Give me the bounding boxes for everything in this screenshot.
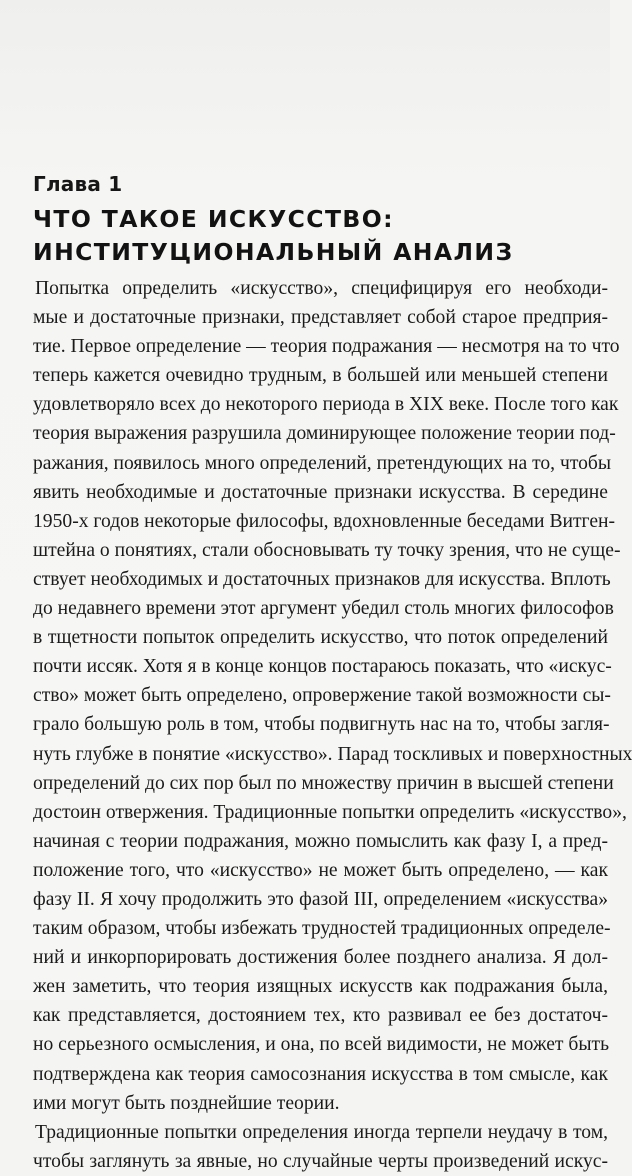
paragraph-1-line: положение того, что «искусство» не может быть определено, — как: [33, 859, 608, 881]
paragraph-1-line: штейна о понятиях, стали обосновывать ту точку зрения, что не суще-: [33, 539, 621, 561]
paragraph-1-line: мые и достаточные признаки, представляет собой старое предприя-: [33, 307, 608, 329]
paragraph-1-line: Попытка определить «искусство», специфицируя его необходи-: [35, 278, 608, 299]
paragraph-1-line: нуть глубже в понятие «искусство». Парад тоскливых и поверхностных: [33, 743, 632, 765]
paragraph-1-line: до недавнего времени этот аргумент убедил столь многих философов: [33, 598, 614, 620]
paragraph-1-line: грало большую роль в том, чтобы подвигнуть нас на то, чтобы загля-: [33, 714, 610, 736]
paragraph-1-line: теория выражения разрушила доминирующее положение теории под-: [33, 423, 616, 445]
paragraph-1-line: теперь кажется очевидно трудным, в большей или меньшей степени: [33, 365, 608, 387]
paragraph-1-line: начиная с теории подражания, можно помыслить как фазу I, а пред-: [33, 830, 608, 852]
paragraph-1-line: почти иссяк. Хотя я в конце концов постараюсь показать, что «искус-: [33, 656, 612, 678]
paragraph-2-line: Традиционные попытки определения иногда терпели неудачу в том,: [35, 1121, 608, 1143]
paragraph-1-line: жен заметить, что теория изящных искусств как подражания была,: [33, 976, 608, 998]
paragraph-1-line: достоин отвержения. Традиционные попытки определить «искусство»,: [33, 801, 627, 823]
paragraph-1-line: но серьезного осмысления, и она, по всей видимости, не может быть: [33, 1034, 610, 1056]
paragraph-1-line: подтверждена как теория самосознания искусства в том смысле, как: [33, 1063, 608, 1085]
paragraph-1-line: как представляется, достоянием тех, кто развивал ее без достаточ-: [33, 1005, 608, 1027]
paragraph-1-line: ний и инкорпорировать достижения более позднего анализа. Я дол-: [33, 947, 608, 969]
paragraph-1-line: тие. Первое определение — теория подражания — несмотря на то что: [33, 336, 620, 358]
chapter-title: [33, 203, 514, 269]
paragraph-1-line: ство» может быть определено, опровержение такой возможности сы-: [33, 685, 611, 707]
paragraph-1-line: 1950-х годов некоторые философы, вдохновленные беседами Витген-: [33, 510, 616, 532]
body-text: [33, 274, 632, 1176]
paragraph-1-line: таким образом, чтобы избежать трудностей традиционных определе-: [33, 918, 611, 940]
chapter-title-line: ЧТО ТАКОЕ ИСКУССТВО:: [33, 205, 394, 233]
paragraph-1-line: ствует необходимых и достаточных признаков для искусства. Вплоть: [33, 568, 611, 590]
paragraph-1-last-line: ими могут быть позднейшие теории.: [33, 1092, 340, 1114]
paragraph-2-line: чтобы заглянуть за явные, но случайные черты произведений искус-: [33, 1150, 608, 1172]
chapter-title-line: ИНСТИТУЦИОНАЛЬНЫЙ АНАЛИЗ: [33, 238, 514, 266]
paragraph-1-line: ражания, появилось много определений, претендующих на то, чтобы: [33, 452, 612, 474]
paragraph-1-line: явить необходимые и достаточные признаки искусства. В середине: [33, 481, 608, 503]
chapter-label: Глава 1: [33, 172, 123, 196]
paragraph-1-line: удовлетворяло всех до некоторого периода в XIX веке. После того как: [33, 394, 619, 416]
paragraph-1-line: в тщетности попыток определить искусство, что поток определений: [33, 627, 608, 649]
paragraph-1-line: определений до сих пор был по множеству причин в высшей степени: [33, 772, 614, 794]
paragraph-1-line: фазу II. Я хочу продолжить это фазой III, определением «искусства»: [33, 888, 608, 910]
